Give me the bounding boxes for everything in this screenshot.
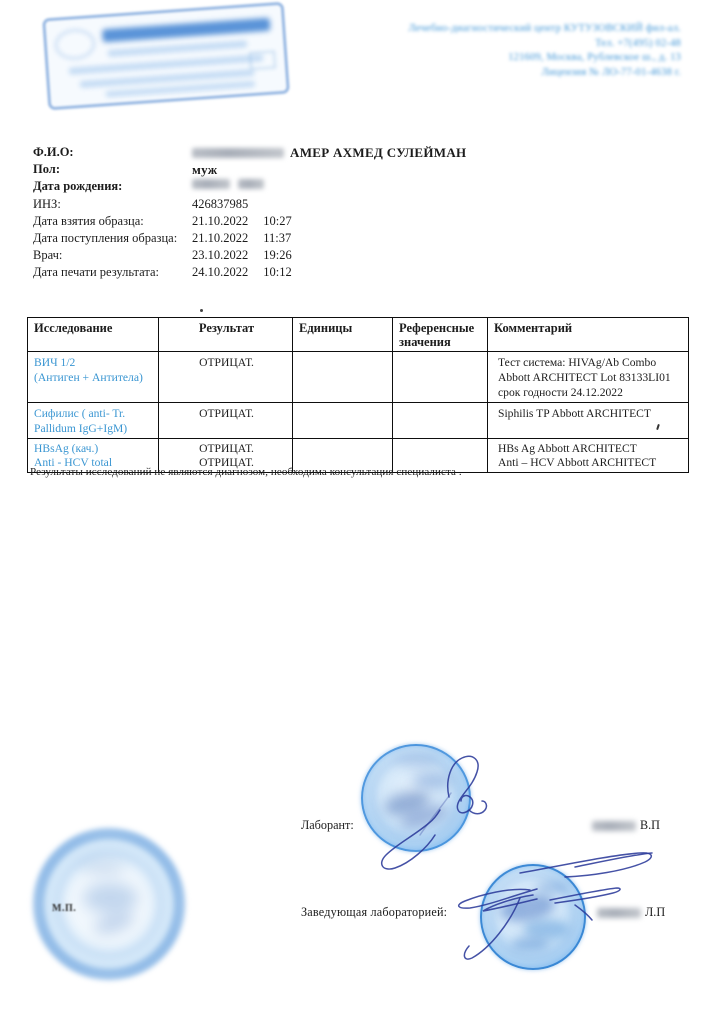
units-cell [293, 403, 393, 439]
address-line: 121609, Москва, Рублевское ш., д. 13 [508, 52, 681, 63]
results-table-row [28, 403, 689, 439]
cell-line: Pallidum IgG+IgM) [34, 422, 128, 435]
stamp-number-box [249, 50, 276, 70]
cell-line: ОТРИЦАТ. [199, 455, 254, 469]
patient-label: Дата печати результата: [33, 265, 160, 280]
patient-label: Дата рождения: [33, 179, 123, 194]
patient-value-text: 21.10.2022 [192, 230, 249, 245]
patient-label: Врач: [33, 248, 63, 263]
patient-value-text: 426837985 [192, 196, 249, 211]
cell-line: ОТРИЦАТ. [199, 356, 254, 369]
cell-line: ВИЧ 1/2 [34, 356, 76, 369]
patient-value-text: муж [192, 162, 218, 178]
patient-value-text: АМЕР АХМЕД СУЛЕЙМАН [290, 145, 467, 160]
stamp-title-redacted [102, 18, 270, 43]
cell-line: Сифилис ( anti- Tr. [34, 407, 126, 420]
address-line: Тел. +7(495) 02-48 [595, 37, 681, 49]
patient-value-time: 19:26 [263, 248, 292, 263]
patient-row [33, 197, 466, 214]
patient-row [33, 162, 466, 179]
patient-row [33, 248, 466, 265]
results-table [27, 317, 689, 473]
patient-value-time: 10:12 [263, 265, 292, 280]
comment-cell [488, 439, 689, 473]
address-line: Лечебно-диагностический центр КУТУЗОВСКИЙ фил-ал. [408, 23, 681, 34]
patient-label: Ф.И.О: [33, 145, 74, 159]
units-cell [293, 352, 393, 403]
scan-artifact-dot [200, 309, 203, 312]
results-table-row [28, 352, 689, 403]
patient-row [33, 145, 466, 162]
comment-cell [488, 403, 689, 439]
cell-line: HBs Ag Abbott ARCHITECT [498, 442, 637, 455]
seal-place-mark: М.П. [52, 903, 77, 914]
patient-value [192, 214, 292, 229]
cell-line: Abbott ARCHITECT Lot 83133LI01 [498, 371, 671, 384]
patient-value-time: 11:37 [263, 230, 292, 245]
results-table-header-row [28, 318, 689, 352]
head-name [597, 905, 665, 920]
results-table-header-cell: Исследование [28, 318, 159, 352]
stamp-line-redacted [107, 40, 247, 57]
patient-value [192, 197, 248, 212]
cell-line: (Антиген + Антитела) [34, 371, 143, 384]
patient-value [192, 162, 218, 178]
redacted-text-block [192, 179, 230, 189]
result-cell [159, 403, 293, 439]
cell-line: ОТРИЦАТ. [199, 407, 254, 420]
comment-cell [488, 352, 689, 403]
technician-initials: В.П [640, 818, 660, 832]
cell-line: Anti - HCV total [34, 455, 113, 469]
cell-line: Siphilis TP Abbott ARCHITECT [498, 407, 651, 420]
test-name-cell [28, 352, 159, 403]
redacted-text-block [238, 179, 264, 189]
head-initials: Л.П [645, 905, 666, 919]
patient-value-time: 10:27 [263, 213, 292, 228]
redacted-surname [592, 821, 636, 831]
patient-label: ИНЗ: [33, 196, 61, 211]
cell-line: HBsAg (кач.) [34, 442, 99, 455]
patient-value [192, 231, 291, 246]
cell-line: Тест система: HIVAg/Ab Combo [498, 356, 657, 369]
disclaimer-text: Результаты исследований не являются диагнозом, необходима консультация специалиста . [30, 466, 462, 478]
patient-row [33, 231, 466, 248]
test-name-cell [28, 403, 159, 439]
patient-label: Дата поступления образца: [33, 230, 178, 245]
patient-value-text: 21.10.2022 [192, 213, 249, 228]
address-line: Лицензия № ЛО-77-01-4638 г. [541, 66, 681, 78]
results-table-header-cell: Комментарий [488, 318, 689, 352]
stamp-logo-ellipse [54, 28, 96, 61]
cell-line: Anti – HCV Abbott ARCHITECT [498, 455, 657, 469]
patient-info [33, 145, 466, 283]
cell-line: срок годности 24.12.2022 [498, 386, 623, 399]
technician-name [592, 818, 660, 833]
patient-value [192, 248, 292, 263]
clinic-rect-stamp [42, 2, 290, 111]
clinic-address-block [409, 22, 682, 80]
cell-line: ОТРИЦАТ. [199, 442, 254, 455]
patient-value [192, 145, 466, 161]
results-table-header-cell: Результат [159, 318, 293, 352]
patient-row [33, 214, 466, 231]
technician-label: Лаборант: [301, 818, 354, 832]
patient-value-text: 24.10.2022 [192, 265, 249, 280]
results-table-header-cell: Единицы [293, 318, 393, 352]
head-of-lab-label: Заведующая лабораторией: [301, 905, 448, 919]
results-table-header-cell: Референсные значения [393, 318, 488, 352]
patient-label: Пол: [33, 162, 60, 177]
redacted-text-block [192, 148, 284, 158]
result-cell [159, 352, 293, 403]
patient-value [192, 179, 264, 189]
patient-row [33, 179, 466, 196]
patient-row [33, 265, 466, 282]
patient-value [192, 265, 292, 280]
patient-label: Дата взятия образца: [33, 213, 144, 228]
redacted-surname [597, 908, 641, 918]
reference-cell [393, 403, 488, 439]
reference-cell [393, 352, 488, 403]
patient-value-text: 23.10.2022 [192, 248, 249, 263]
